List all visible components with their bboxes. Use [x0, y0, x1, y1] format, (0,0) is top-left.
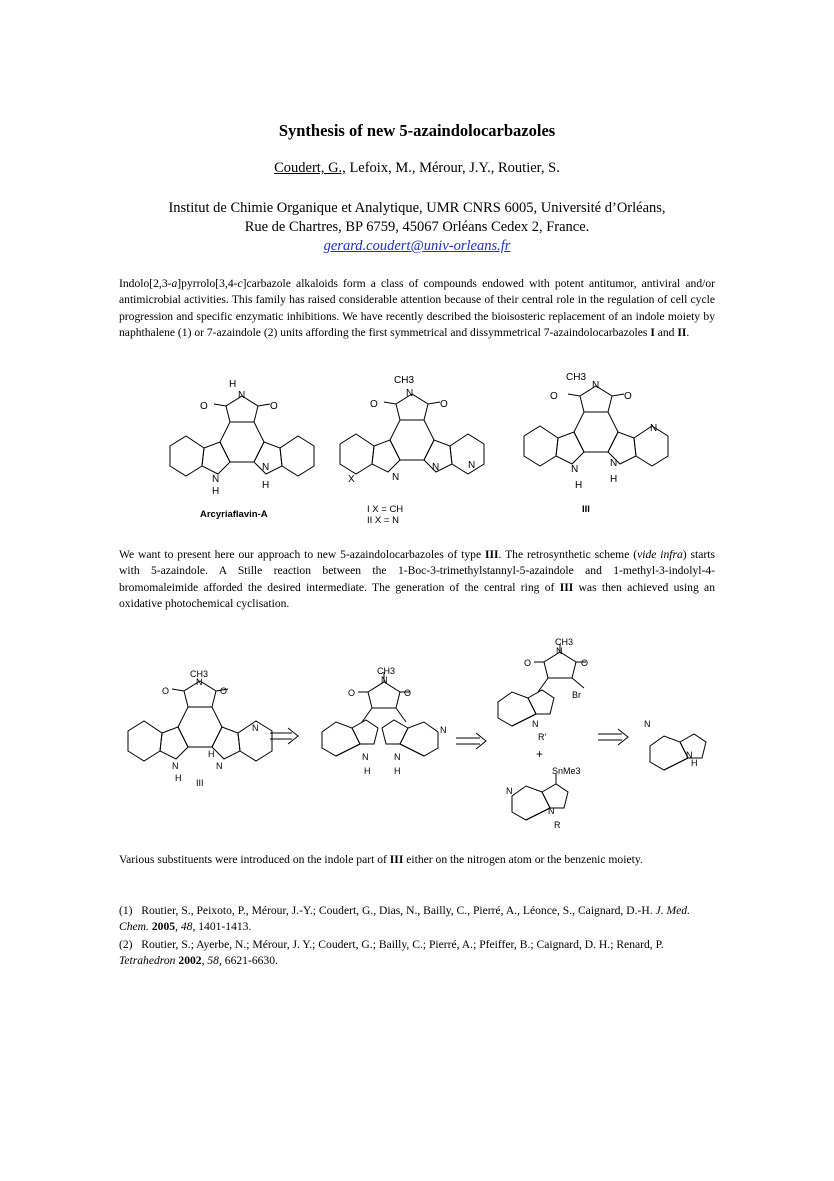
atom-label: O	[440, 399, 448, 410]
compound-ref: I	[650, 325, 655, 339]
ref-number: (2)	[119, 937, 133, 951]
scheme-bisindolylmaleimide	[322, 666, 447, 776]
compound-ref: III	[559, 580, 574, 594]
atom-label: N	[394, 752, 401, 762]
atom-label: X	[348, 474, 355, 485]
atom-label: N	[592, 380, 600, 391]
atom-label: N	[392, 472, 400, 483]
text: Various substituents were introduced on the indole part of	[119, 853, 390, 866]
atom-label: N	[644, 719, 651, 729]
atom-label: N	[468, 460, 476, 471]
ref-number: (1)	[119, 904, 133, 917]
atom-label: N	[406, 388, 414, 399]
text: Indolo[2,3-	[119, 277, 172, 290]
ref-authors: Routier, S., Peixoto, P., Mérour, J.-Y.; Coudert, G., Dias, N., Bailly, C., Pierré, A., Léonce, S., Caignard, D.-H.	[141, 904, 656, 917]
compound-ref: II	[677, 325, 687, 339]
structure-arcyriaflavin	[170, 379, 314, 497]
atom-label: H	[208, 749, 215, 759]
atom-label: O	[270, 401, 278, 412]
atom-label: N	[381, 675, 388, 685]
text: .	[686, 325, 690, 339]
atom-label: N	[216, 761, 223, 771]
atom-label: O	[200, 401, 208, 412]
text: either on the nitrogen atom or the benzenic moiety.	[403, 853, 643, 866]
compound-label: I X = CH	[367, 504, 404, 515]
reference-1: (1) Routier, S., Peixoto, P., Mérour, J.-Y.; Coudert, G., Dias, N., Bailly, C., Pierré, A., Léonce, S., Caignard, D.-H. J. Med. Chem. 2005, 48, 1401-1413.	[119, 904, 690, 934]
compound-label: Arcyriaflavin-A	[200, 509, 268, 520]
text: vide infra	[637, 548, 683, 561]
atom-label: CH3	[190, 669, 209, 679]
atom-label: N	[650, 423, 658, 434]
corresponding-author: Coudert, G.,	[274, 160, 346, 176]
paper-title: Synthesis of new 5-azaindolocarbazoles	[278, 121, 556, 140]
atom-label: CH3	[555, 637, 574, 647]
atom-label: N	[610, 458, 618, 469]
atom-label: N	[212, 474, 220, 485]
retro-arrow-3	[598, 729, 628, 745]
atom-label: Br	[572, 690, 581, 700]
atom-label: O	[370, 399, 378, 410]
atom-label: N	[440, 725, 447, 735]
reference-2: (2) Routier, S.; Ayerbe, N.; Mérour, J. Y.; Coudert, G.; Bailly, C.; Pierré, A.; Pfeiffer, B.; Caignard, D. H.; Renard, P. Tetrahedron 2002, 58, 6621-6630.	[119, 937, 664, 967]
text: ]carbazole alkaloids form a class of compounds endowed with potent antitumor, antiviral and/or antimicrobial activities. This family has raised considerable attention because of their central role in the regulation of cell cycle progression and specific enzymatic inhibitions. We have recently described the bioisosteric replacement of an indole moiety by naphthalene (1) or 7-azaindole (2) units affording the first symmetrical and dissymmetrical 7-azaindolocarbazoles	[119, 277, 715, 339]
atom-label: N	[196, 677, 203, 687]
atom-label: H	[262, 480, 270, 491]
atom-label: H	[212, 486, 220, 497]
ref-volume: 58	[207, 953, 219, 967]
ref-volume: 48	[180, 920, 193, 934]
atom-label: H	[575, 480, 583, 491]
atom-label: H	[364, 766, 371, 776]
text: ) starts with 5-azaindole. A Stille reaction between the 1-Boc-3-trimethylstannyl-5-azaindole and 1-methyl-3-indolyl-4-bromomaleimide afforded the desired intermediate. The generation of the central ring of	[119, 548, 715, 594]
atom-label: SnMe3	[552, 766, 581, 776]
affiliation-line-1: Institut de Chimie Organique et Analytique, UMR CNRS 6005, Université d’Orléans,	[168, 200, 666, 216]
text: We want to present here our approach to new 5-azaindolocarbazoles of type	[119, 548, 485, 561]
atom-label: N	[362, 752, 369, 762]
atom-label: N	[252, 723, 259, 733]
ref-year: 2002	[178, 953, 202, 967]
retro-arrow-1	[270, 728, 298, 744]
retro-arrow-2	[456, 733, 486, 749]
atom-label: N	[506, 786, 513, 796]
atom-label: O	[524, 658, 532, 668]
atom-label: O	[550, 391, 558, 402]
atom-label: R'	[538, 732, 547, 742]
atom-label: N	[238, 390, 246, 401]
email-link[interactable]: gerard.coudert@univ-orleans.fr	[323, 238, 511, 254]
compound-label: III	[582, 504, 590, 515]
atom-label: N	[172, 761, 179, 771]
atom-label: O	[348, 688, 356, 698]
plus-sign: +	[536, 747, 544, 761]
ref-year: 2005	[151, 920, 176, 934]
text: was then achieved using an oxidative photochemical cyclisation.	[119, 580, 715, 610]
atom-label: H	[394, 766, 401, 776]
text: . The retrosynthetic scheme (	[498, 548, 638, 561]
structure-compound-I-II	[340, 375, 484, 485]
compound-ref: III	[389, 853, 404, 866]
atom-label: H	[610, 474, 618, 485]
ref-pages: , 6621-6630.	[218, 953, 278, 967]
scheme-stannyl-azaindole	[506, 766, 581, 830]
atom-label: O	[581, 658, 589, 668]
atom-label: N	[686, 750, 693, 760]
atom-label: N	[532, 719, 539, 729]
atom-label: CH3	[566, 372, 587, 383]
affiliation-line-2: Rue de Chartres, BP 6759, 45067 Orléans Cedex 2, France.	[244, 219, 590, 235]
scheme-5-azaindole	[644, 719, 706, 770]
atom-label: N	[548, 806, 555, 816]
scheme-bromomaleimide	[498, 637, 588, 742]
atom-label: N	[432, 462, 440, 473]
atom-label: N	[556, 646, 563, 656]
compound-label: II X = N	[367, 515, 399, 526]
atom-label: O	[624, 391, 632, 402]
text: ]pyrrolo[3,4-	[177, 277, 238, 290]
text: c	[237, 277, 243, 290]
atom-label: N	[262, 462, 270, 473]
scheme-target-III	[128, 669, 272, 783]
ref-journal: J. Med. Chem.	[119, 904, 690, 934]
atom-label: H	[175, 773, 182, 783]
atom-label: CH3	[394, 375, 415, 386]
atom-label: R	[554, 820, 561, 830]
ref-authors: Routier, S.; Ayerbe, N.; Mérour, J. Y.; Coudert, G.; Bailly, C.; Pierré, A.; Pfeiffer, B.; Caignard, D. H.; Renard, P.	[141, 937, 664, 951]
text: a	[171, 277, 178, 290]
atom-label: N	[571, 464, 579, 475]
atom-label: O	[404, 688, 412, 698]
atom-label: O	[162, 686, 170, 696]
structure-compound-III	[524, 372, 668, 491]
ref-pages: , 1401-1413.	[192, 920, 252, 934]
text: and	[654, 325, 678, 339]
compound-ref: III	[485, 548, 499, 561]
co-authors: Lefoix, M., Mérour, J.Y., Routier, S.	[345, 160, 560, 176]
compound-label: III	[196, 778, 204, 788]
atom-label: H	[691, 758, 698, 768]
atom-label: O	[220, 686, 228, 696]
atom-label: CH3	[377, 666, 396, 676]
ref-journal: Tetrahedron	[119, 953, 176, 967]
atom-label: H	[229, 379, 237, 390]
